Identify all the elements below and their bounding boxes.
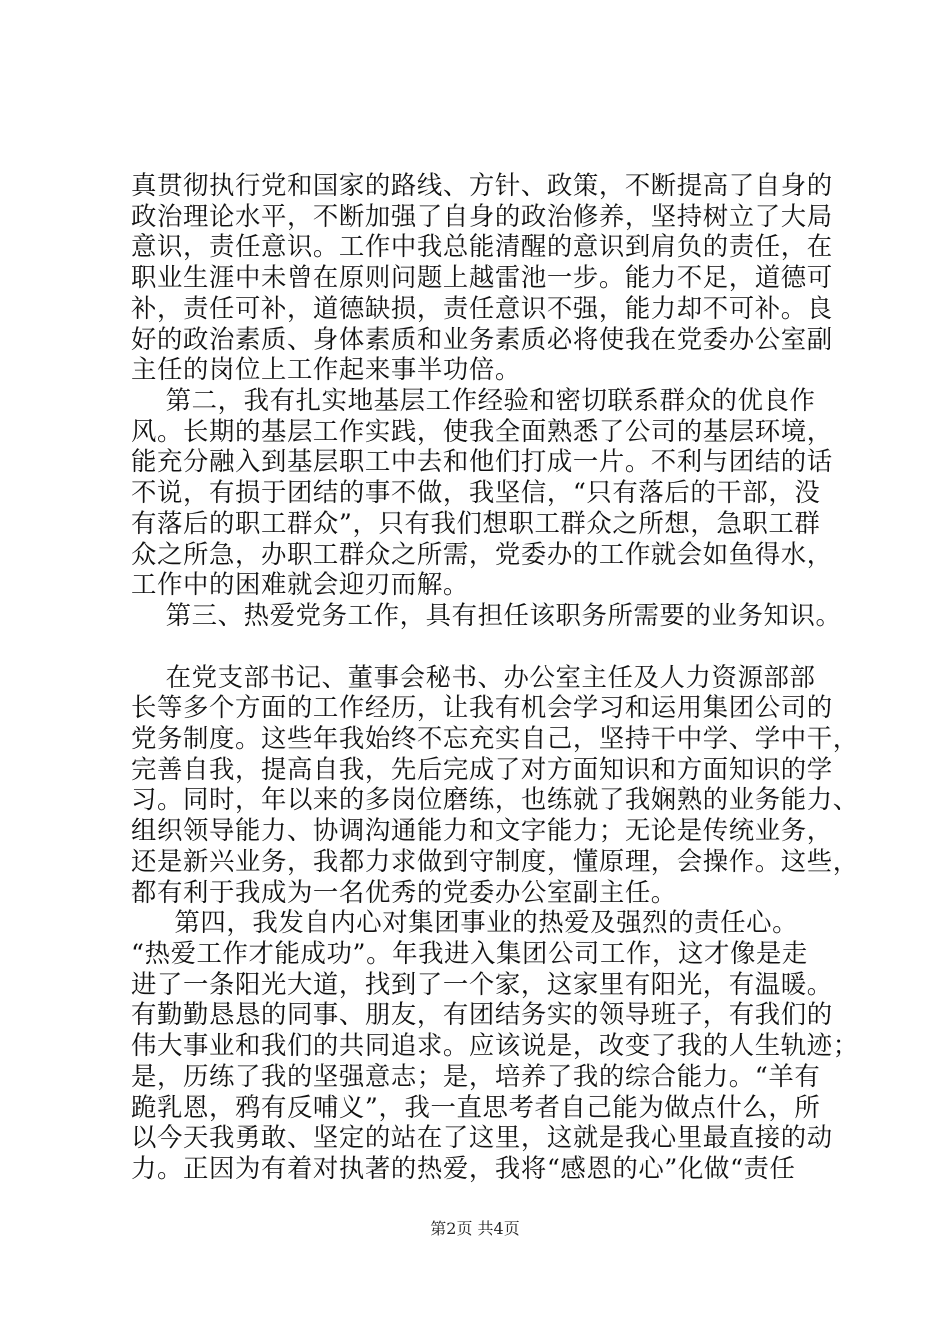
text-line: 伟大事业和我们的共同追求。应该说是，改变了我的人生轨迹；: [131, 1030, 859, 1060]
text-line: 主任的岗位上工作起来事半功倍。: [131, 354, 521, 384]
text-line: 以今天我勇敢、坚定的站在了这里，这就是我心里最直接的动: [131, 1122, 833, 1152]
text-line: 职业生涯中未曾在原则问题上越雷池一步。能力不足，道德可: [131, 262, 833, 292]
text-line: 党务制度。这些年我始终不忘充实自己，坚持干中学、学中干，: [131, 723, 859, 753]
text-line: 风。长期的基层工作实践，使我全面熟悉了公司的基层环境，: [131, 416, 833, 446]
text-line: 政治理论水平，不断加强了自身的政治修养，坚持树立了大局: [131, 201, 833, 231]
text-line: 众之所急，办职工群众之所需，党委办的工作就会如鱼得水，: [131, 539, 833, 569]
text-line: 力。正因为有着对执著的热爱，我将“感恩的心”化做“责任: [131, 1153, 796, 1183]
text-line: 不说，有损于团结的事不做，我坚信，“只有落后的干部，没: [131, 477, 821, 507]
text-line: 第三、热爱党务工作，具有担任该职务所需要的业务知识。: [131, 600, 842, 630]
text-line: 完善自我，提高自我，先后完成了对方面知识和方面知识的学: [131, 754, 833, 784]
text-line: “热爱工作才能成功”。年我进入集团公司工作，这才像是走: [131, 938, 808, 968]
text-line: 工作中的困难就会迎刃而解。: [131, 569, 469, 599]
text-line: 真贯彻执行党和国家的路线、方针、政策，不断提高了自身的: [131, 170, 833, 200]
text-line: 长等多个方面的工作经历，让我有机会学习和运用集团公司的: [131, 692, 833, 722]
blank-line: [131, 631, 831, 662]
page-number-footer: 第2页 共4页: [430, 1219, 520, 1238]
text-line: 是，历练了我的坚强意志；是，培养了我的综合能力。“羊有: [131, 1061, 821, 1091]
text-line: 都有利于我成为一名优秀的党委办公室副主任。: [131, 877, 677, 907]
text-line: 在党支部书记、董事会秘书、办公室主任及人力资源部部: [131, 662, 816, 692]
text-line: 第四，我发自内心对集团事业的热爱及强烈的责任心。: [131, 907, 799, 937]
text-line: 还是新兴业务，我都力求做到守制度，懂原理，会操作。这些，: [131, 846, 859, 876]
text-line: 组织领导能力、协调沟通能力和文字能力；无论是传统业务，: [131, 815, 833, 845]
text-line: 补，责任可补，道德缺损，责任意识不强，能力却不可补。良: [131, 293, 833, 323]
text-line: 第二，我有扎实地基层工作经验和密切联系群众的优良作: [131, 385, 816, 415]
text-line: 进了一条阳光大道，找到了一个家，这家里有阳光，有温暖。: [131, 969, 833, 999]
text-line: 意识，责任意识。工作中我总能清醒的意识到肩负的责任，在: [131, 231, 833, 261]
text-line: 有勤勤恳恳的同事、朋友，有团结务实的领导班子，有我们的: [131, 999, 833, 1029]
text-line: 跪乳恩，鸦有反哺义”，我一直思考者自己能为做点什么，所: [131, 1092, 821, 1122]
text-line: 能充分融入到基层职工中去和他们打成一片。不利与团结的话: [131, 446, 833, 476]
text-line: 习。同时，年以来的多岗位磨练，也练就了我娴熟的业务能力、: [131, 784, 859, 814]
text-line: 好的政治素质、身体素质和业务素质必将使我在党委办公室副: [131, 324, 833, 354]
text-line: 有落后的职工群众”，只有我们想职工群众之所想，急职工群: [131, 508, 821, 538]
